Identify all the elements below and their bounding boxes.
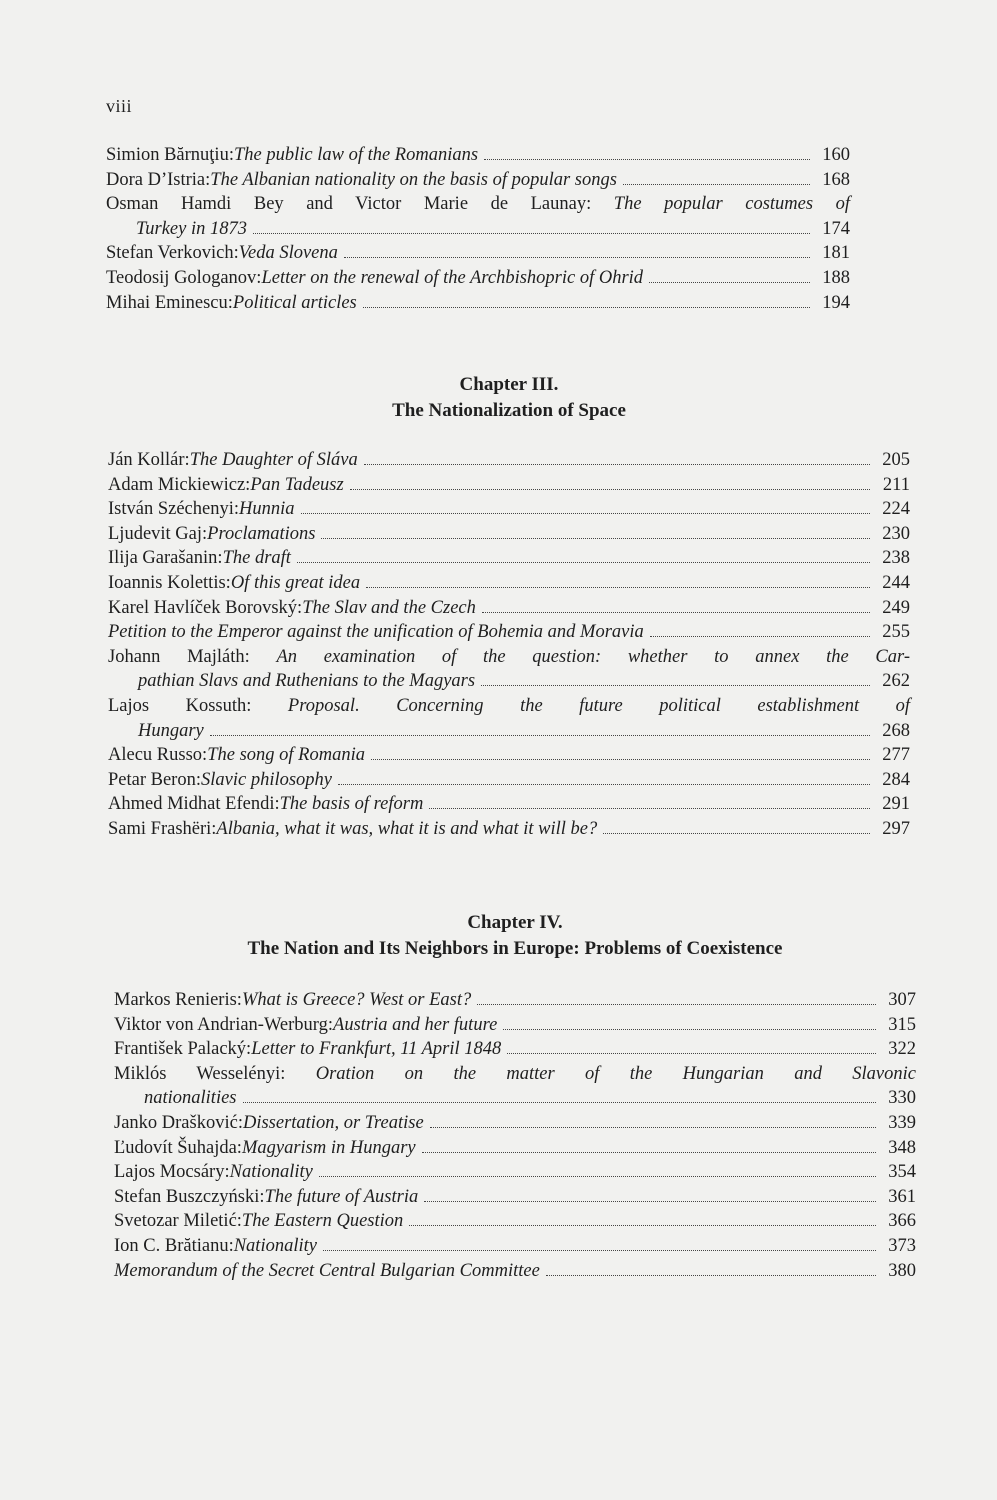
- toc-entry-line: [108, 817, 910, 842]
- toc-entry-title: Pan Tadeusz: [250, 474, 344, 495]
- toc-entry-page: 322: [888, 1039, 916, 1060]
- toc-entry-title: What is Greece? West or East?: [241, 990, 472, 1010]
- toc-entry-author: Teodosij Gologanov:: [106, 267, 262, 288]
- toc-entry-author: Lajos Mocsáry:: [114, 1162, 230, 1183]
- toc-entry-author: István Széchenyi:: [108, 499, 239, 520]
- toc-entry-title: Dissertation, or Treatise: [242, 1112, 424, 1133]
- toc-entry: [114, 1234, 916, 1259]
- toc-entry-author: Janko Drašković:: [114, 1112, 243, 1133]
- toc-entry-line: [106, 192, 850, 217]
- toc-entry-line: [114, 988, 916, 1013]
- chapter-title: The Nation and Its Neighbors in Europe: Problems of Coexistence: [247, 938, 783, 959]
- dot-leader: [297, 562, 870, 563]
- toc-entry-title-continued: Turkey in 1873: [136, 218, 247, 239]
- toc-entry-line: [106, 143, 850, 168]
- toc-entry-line: [114, 1062, 916, 1087]
- toc-entry: [108, 546, 910, 571]
- toc-entry-author: Sami Frashëri:: [108, 818, 217, 839]
- dot-leader: [243, 1102, 877, 1103]
- toc-entry-page: 168: [822, 169, 850, 190]
- toc-entry: [114, 1259, 916, 1284]
- toc-entry-page: 160: [822, 145, 850, 165]
- dot-leader: [430, 1127, 876, 1128]
- toc-entry-line: [108, 522, 910, 547]
- dot-leader: [623, 184, 810, 185]
- toc-entry-page: 330: [888, 1088, 916, 1109]
- toc-entry-line: [108, 694, 910, 719]
- toc-entry-line: [114, 1209, 916, 1234]
- toc-entry-title: Slavic philosophy: [201, 769, 333, 790]
- dot-leader: [409, 1225, 876, 1226]
- toc-entry-line: [114, 1136, 916, 1161]
- toc-entry: [106, 143, 850, 168]
- toc-entry-title: Oration on the matter of the Hungarian and Slavonic: [315, 1063, 916, 1084]
- toc-entry-page: 315: [888, 1014, 916, 1035]
- toc-entry-title: Letter to Frankfurt, 11 April 1848: [251, 1039, 502, 1060]
- toc-entry-title: Nationality: [229, 1162, 313, 1183]
- toc-entry-page: 211: [882, 474, 910, 495]
- dot-leader: [371, 759, 870, 760]
- toc-entry-line: [106, 241, 850, 266]
- toc-entry-page: 255: [882, 622, 910, 643]
- toc-entry-author: Karel Havlíček Borovský:: [108, 597, 303, 618]
- toc-entry: [108, 817, 910, 842]
- toc-entry-line: [108, 497, 910, 522]
- toc-entry-author: Svetozar Miletić:: [114, 1211, 242, 1232]
- toc-entry-line: [108, 448, 910, 473]
- toc-entry-page: 174: [822, 218, 850, 239]
- toc-entry-author: Lajos Kossuth:: [108, 695, 288, 716]
- toc-entry: [108, 743, 910, 768]
- toc-entry-line: [108, 473, 910, 498]
- toc-entry-author: Adam Mickiewicz:: [108, 474, 251, 495]
- toc-entry: [114, 988, 916, 1013]
- toc-entry-title: Letter on the renewal of the Archbishopric of Ohrid: [261, 267, 644, 288]
- toc-entry-page: 268: [882, 720, 910, 741]
- toc-entry: [108, 448, 910, 473]
- dot-leader: [366, 587, 870, 588]
- toc-entry: [108, 571, 910, 596]
- toc-entry: [106, 291, 850, 316]
- dot-leader: [649, 282, 810, 283]
- toc-entry-author: Ioannis Kolettis:: [108, 572, 231, 593]
- toc-entry-page: 373: [888, 1235, 916, 1256]
- toc-entry: [106, 266, 850, 291]
- toc-entry-page: 366: [888, 1211, 916, 1232]
- toc-entry-page: 224: [882, 499, 910, 520]
- toc-entry-page: 291: [882, 794, 910, 815]
- toc-entry-page: 262: [882, 671, 910, 692]
- toc-entry-line-continued: [114, 1086, 916, 1111]
- toc-entry-title-continued: pathian Slavs and Ruthenians to the Magyars: [138, 671, 476, 692]
- toc-entry: [106, 192, 850, 241]
- toc-entry: [108, 768, 910, 793]
- chapter-label: Chapter III.: [459, 374, 559, 395]
- toc-entry-author: Johann Majláth:: [108, 646, 277, 667]
- toc-entry-page: 339: [888, 1112, 916, 1133]
- toc-entry-author: František Palacký:: [114, 1039, 252, 1060]
- toc-entry-author: Petar Beron:: [108, 769, 201, 790]
- dot-leader: [477, 1004, 876, 1005]
- toc-entry: [106, 241, 850, 266]
- toc-entry-page: 194: [822, 292, 850, 313]
- toc-block-chapter-ii-continued: [106, 143, 850, 315]
- dot-leader: [350, 489, 870, 490]
- toc-entry-title: Austria and her future: [333, 1014, 498, 1035]
- toc-entry-line: [114, 1234, 916, 1259]
- dot-leader: [363, 307, 810, 308]
- toc-entry-author: Alecu Russo:: [108, 745, 208, 766]
- toc-entry-page: 238: [882, 548, 910, 569]
- toc-entry-title: The basis of reform: [279, 794, 424, 815]
- toc-entry-line: [108, 768, 910, 793]
- toc-entry-line: [114, 1037, 916, 1062]
- toc-entry: [108, 645, 910, 694]
- toc-entry-line-continued: [106, 217, 850, 242]
- toc-entry: [108, 473, 910, 498]
- toc-entry-author: Stefan Verkovich:: [106, 243, 239, 264]
- dot-leader: [650, 636, 870, 637]
- toc-entry-title: Proposal. Concerning the future political establishment of: [287, 695, 911, 716]
- toc-entry-title: The draft: [222, 548, 291, 569]
- toc-entry-line: [108, 620, 910, 645]
- toc-entry-title: Memorandum of the Secret Central Bulgarian Committee: [114, 1260, 540, 1281]
- chapter-heading-iv: [114, 910, 916, 962]
- toc-entry-title: The Albanian nationality on the basis of popular songs: [210, 169, 617, 190]
- toc-entry-page: 361: [888, 1186, 916, 1207]
- toc-entry: [108, 792, 910, 817]
- toc-entry: [114, 1160, 916, 1185]
- dot-leader: [344, 257, 810, 258]
- toc-entry-title: Of this great idea: [230, 572, 361, 593]
- toc-entry: [106, 168, 850, 193]
- toc-entry: [114, 1111, 916, 1136]
- toc-entry-title: Hunnia: [239, 499, 295, 520]
- dot-leader: [321, 538, 870, 539]
- toc-entry-author: Ljudevit Gaj:: [108, 523, 208, 544]
- toc-entry: [114, 1062, 916, 1111]
- toc-entry-title: Petition to the Emperor against the unification of Bohemia and Moravia: [108, 622, 644, 643]
- toc-entry-page: 307: [888, 990, 916, 1010]
- toc-entry-title: The popular costumes of: [613, 194, 850, 215]
- toc-entry-line: [108, 792, 910, 817]
- dot-leader: [429, 808, 870, 809]
- toc-entry-author: Dora D’Istria:: [106, 169, 211, 190]
- toc-entry-title: The Slav and the Czech: [302, 597, 476, 618]
- toc-entry-line: [114, 1160, 916, 1185]
- dot-leader: [422, 1152, 876, 1153]
- toc-entry: [108, 596, 910, 621]
- toc-entry: [114, 1136, 916, 1161]
- toc-block-chapter-iv: [114, 988, 916, 1283]
- toc-entry-title: The future of Austria: [264, 1186, 419, 1207]
- dot-leader: [546, 1275, 876, 1276]
- toc-entry-author: Ilija Garašanin:: [108, 548, 223, 569]
- toc-entry: [108, 620, 910, 645]
- dot-leader: [323, 1250, 876, 1251]
- toc-entry-line: [114, 1185, 916, 1210]
- dot-leader: [481, 685, 870, 686]
- toc-entry-page: 205: [882, 450, 910, 470]
- toc-entry-author: Miklós Wesselényi:: [114, 1063, 316, 1084]
- toc-entry-title: Veda Slovena: [238, 243, 338, 264]
- toc-entry: [108, 522, 910, 547]
- toc-entry-line: [114, 1259, 916, 1284]
- toc-entry-author: Viktor von Andrian-Werburg:: [114, 1014, 334, 1035]
- toc-entry: [114, 1037, 916, 1062]
- toc-entry-page: 348: [888, 1137, 916, 1158]
- toc-entry-author: Markos Renieris:: [114, 990, 242, 1010]
- dot-leader: [364, 464, 870, 465]
- toc-entry: [108, 497, 910, 522]
- toc-entry-author: Ján Kollár:: [108, 450, 190, 470]
- dot-leader: [507, 1053, 876, 1054]
- toc-entry-line: [106, 168, 850, 193]
- dot-leader: [253, 233, 810, 234]
- toc-entry: [108, 694, 910, 743]
- page-number: viii: [106, 96, 133, 116]
- toc-entry-title: The Daughter of Sláva: [189, 450, 358, 470]
- dot-leader: [484, 159, 810, 160]
- toc-entry-title: Proclamations: [207, 523, 316, 544]
- toc-entry-title: Nationality: [233, 1235, 317, 1256]
- dot-leader: [301, 513, 871, 514]
- dot-leader: [210, 735, 870, 736]
- chapter-heading-iii: [108, 372, 910, 424]
- toc-entry-author: Osman Hamdi Bey and Victor Marie de Launay:: [106, 194, 614, 215]
- toc-entry: [114, 1013, 916, 1038]
- toc-block-chapter-iii: [108, 448, 910, 842]
- toc-entry-line: [108, 546, 910, 571]
- toc-entry-title: An examination of the question: whether to annex the Car-: [276, 646, 910, 667]
- toc-entry-line: [108, 571, 910, 596]
- toc-entry-page: 244: [882, 572, 910, 593]
- toc-entry-line-continued: [108, 669, 910, 694]
- toc-entry-line: [108, 596, 910, 621]
- dot-leader: [603, 833, 870, 834]
- toc-entry-line: [108, 645, 910, 670]
- toc-entry-title: The song of Romania: [207, 745, 365, 766]
- toc-entry-title: The Eastern Question: [241, 1211, 404, 1232]
- toc-entry-title-continued: nationalities: [144, 1088, 237, 1109]
- toc-entry-page: 230: [882, 523, 910, 544]
- toc-entry-page: 284: [882, 769, 910, 790]
- toc-entry-author: Mihai Eminescu:: [106, 292, 233, 313]
- toc-entry-title: The public law of the Romanians: [233, 145, 479, 165]
- toc-entry-title: Albania, what it was, what it is and what it will be?: [216, 818, 598, 839]
- toc-entry-line: [106, 291, 850, 316]
- toc-entry-author: Stefan Buszczyński:: [114, 1186, 265, 1207]
- toc-entry: [114, 1185, 916, 1210]
- toc-entry-author: Ahmed Midhat Efendi:: [108, 794, 280, 815]
- dot-leader: [319, 1176, 876, 1177]
- toc-entry-page: 380: [888, 1260, 916, 1281]
- toc-entry-page: 354: [888, 1162, 916, 1183]
- toc-entry-author: Ľudovít Šuhajda:: [114, 1137, 242, 1158]
- toc-entry-page: 277: [882, 745, 910, 766]
- dot-leader: [424, 1201, 876, 1202]
- toc-entry-page: 297: [882, 818, 910, 839]
- toc-entry-author: Simion Bărnuţiu:: [106, 145, 234, 165]
- dot-leader: [338, 784, 870, 785]
- toc-entry-page: 181: [822, 243, 850, 264]
- toc-entry-line-continued: [108, 719, 910, 744]
- chapter-label: Chapter IV.: [467, 912, 563, 933]
- toc-entry-author: Ion C. Brătianu:: [114, 1235, 234, 1256]
- dot-leader: [503, 1029, 876, 1030]
- toc-entry-line: [108, 743, 910, 768]
- toc-entry-line: [114, 1013, 916, 1038]
- toc-entry-title-continued: Hungary: [138, 720, 204, 741]
- toc-entry-title: Political articles: [232, 292, 357, 313]
- toc-entry: [114, 1209, 916, 1234]
- dot-leader: [482, 612, 870, 613]
- toc-entry-line: [106, 266, 850, 291]
- toc-entry-line: [114, 1111, 916, 1136]
- toc-entry-page: 188: [822, 267, 850, 288]
- toc-entry-page: 249: [882, 597, 910, 618]
- toc-entry-title: Magyarism in Hungary: [241, 1137, 416, 1158]
- chapter-title: The Nationalization of Space: [392, 400, 626, 421]
